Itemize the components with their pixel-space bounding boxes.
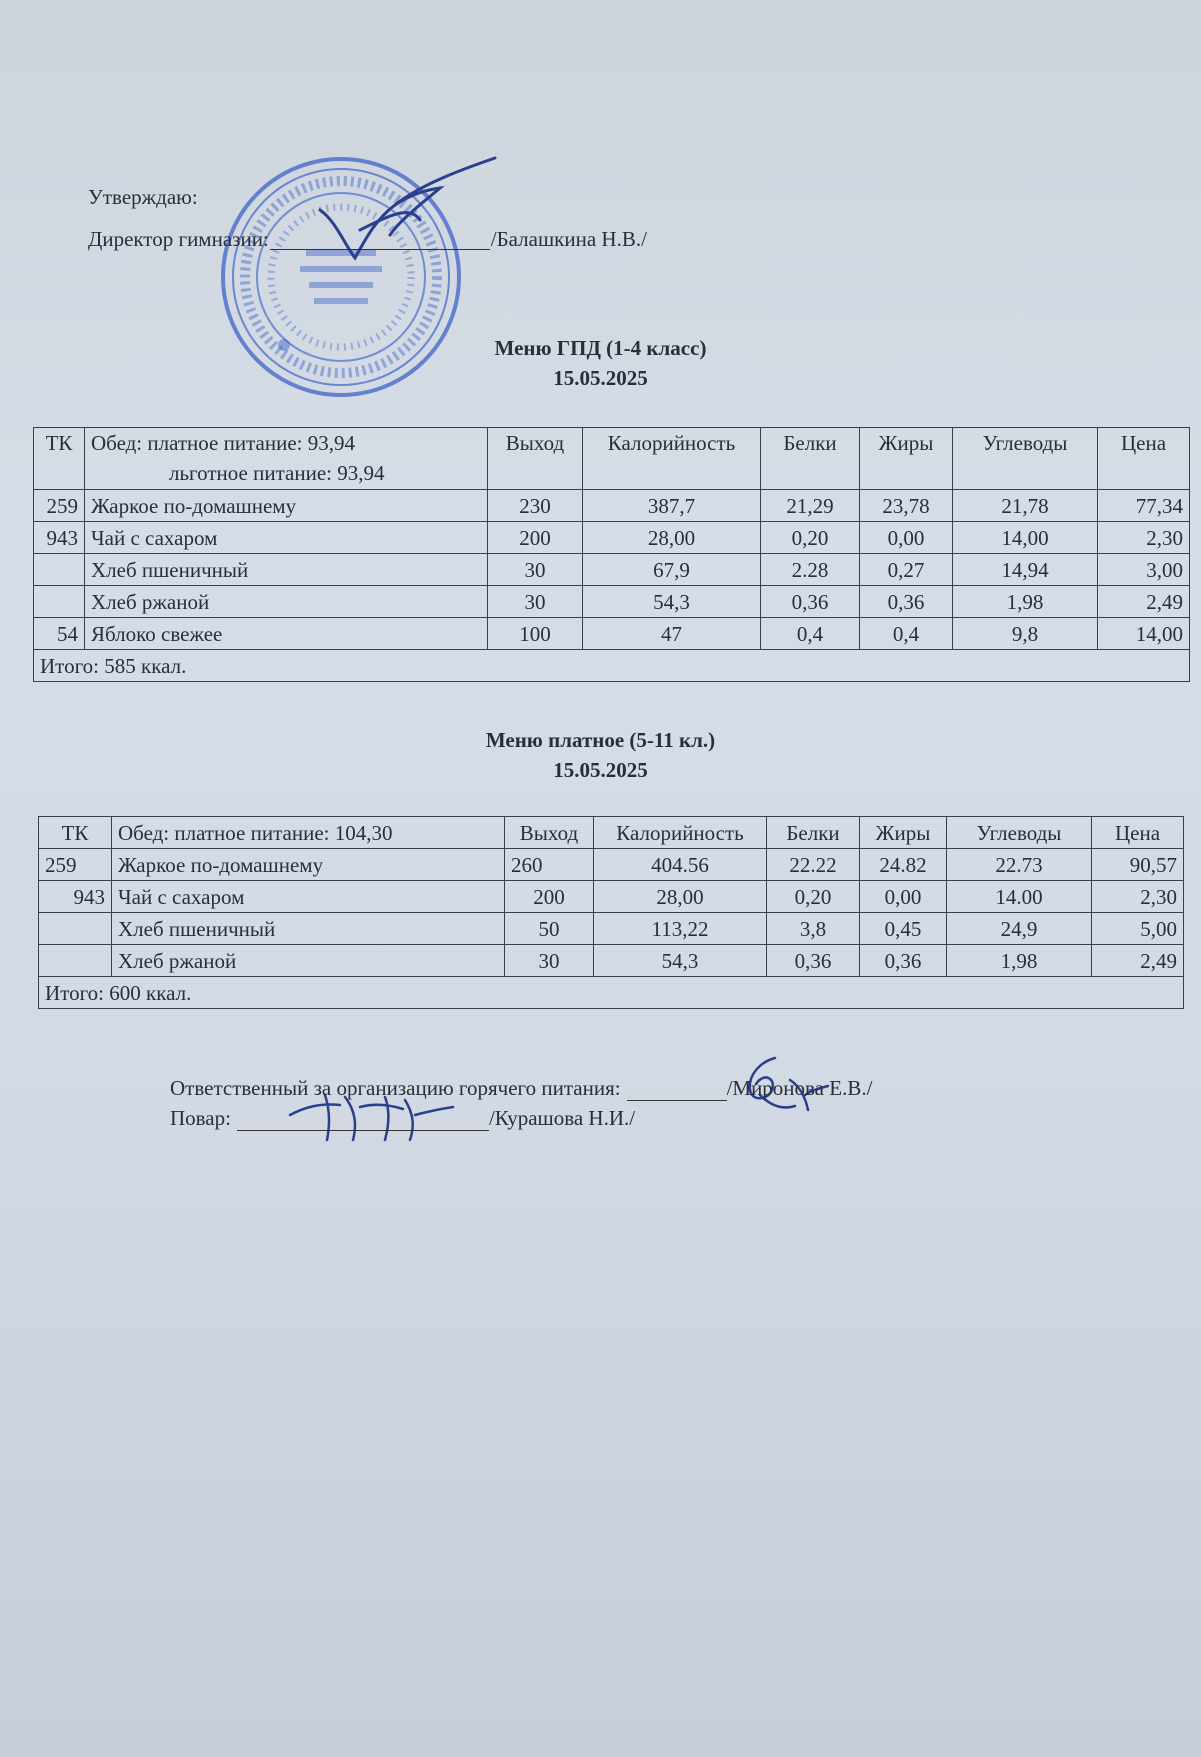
- cell-proteins: 0,20: [767, 881, 860, 913]
- table-row: [39, 881, 1184, 913]
- table-row: [34, 586, 1190, 618]
- header-price: Цена: [1098, 428, 1190, 490]
- header-tk: ТК: [39, 817, 112, 849]
- cell-tk: 259: [34, 490, 85, 522]
- director-signature-line: [270, 229, 490, 250]
- cell-dish: Хлеб ржаной: [85, 586, 488, 618]
- header-tk: ТК: [34, 428, 85, 490]
- cell-calories: 404.56: [594, 849, 767, 881]
- header-carbs: Углеводы: [953, 428, 1098, 490]
- responsible-name: /Миронова Е.В./: [726, 1076, 873, 1100]
- cell-carbs: 14.00: [947, 881, 1092, 913]
- cell-proteins: 22.22: [767, 849, 860, 881]
- cook-signature-line: [237, 1110, 489, 1131]
- cell-dish: Чай с сахаром: [85, 522, 488, 554]
- cell-tk: [34, 554, 85, 586]
- menu2-total: Итого: 600 ккал.: [39, 977, 1184, 1009]
- cell-carbs: 24,9: [947, 913, 1092, 945]
- cell-price: 2,30: [1098, 522, 1190, 554]
- cell-tk: [39, 945, 112, 977]
- cell-carbs: 21,78: [953, 490, 1098, 522]
- cell-output: 200: [505, 881, 594, 913]
- cell-price: 77,34: [1098, 490, 1190, 522]
- table-row: [39, 945, 1184, 977]
- cell-fats: 0,00: [860, 522, 953, 554]
- cell-output: 30: [488, 586, 583, 618]
- cell-output: 30: [505, 945, 594, 977]
- director-name: /Балашкина Н.В./: [490, 227, 647, 251]
- cell-tk: [39, 913, 112, 945]
- header-fats: Жиры: [860, 817, 947, 849]
- header-dish-line1: Обед: платное питание: 93,94: [91, 431, 355, 455]
- cell-proteins: 0,4: [761, 618, 860, 650]
- cell-dish: Хлеб пшеничный: [112, 913, 505, 945]
- cell-fats: 0,36: [860, 945, 947, 977]
- responsible-label: Ответственный за организацию горячего питания:: [170, 1076, 621, 1100]
- menu2-date: 15.05.2025: [553, 758, 648, 782]
- cell-fats: 0,4: [860, 618, 953, 650]
- header-proteins: Белки: [767, 817, 860, 849]
- menu1-header-row: [34, 428, 1190, 490]
- menu1-date: 15.05.2025: [553, 366, 648, 390]
- cell-calories: 54,3: [594, 945, 767, 977]
- cell-dish: Хлеб ржаной: [112, 945, 505, 977]
- header-carbs: Углеводы: [947, 817, 1092, 849]
- cell-calories: 47: [583, 618, 761, 650]
- cell-fats: 23,78: [860, 490, 953, 522]
- table-row: [34, 490, 1190, 522]
- cell-proteins: 2.28: [761, 554, 860, 586]
- cell-carbs: 1,98: [953, 586, 1098, 618]
- header-calories: Калорийность: [583, 428, 761, 490]
- cell-price: 90,57: [1092, 849, 1184, 881]
- cook-label: Повар:: [170, 1106, 231, 1130]
- header-dish: [85, 428, 488, 490]
- total-row: [34, 650, 1190, 682]
- cell-dish: Чай с сахаром: [112, 881, 505, 913]
- menu1-title: Меню ГПД (1-4 класс): [494, 336, 707, 360]
- responsible-line: [170, 1075, 872, 1101]
- approve-label: Утверждаю:: [88, 185, 198, 209]
- cell-calories: 387,7: [583, 490, 761, 522]
- table-row: [39, 913, 1184, 945]
- table-row: [34, 554, 1190, 586]
- cell-carbs: 1,98: [947, 945, 1092, 977]
- cell-output: 30: [488, 554, 583, 586]
- cell-dish: Жаркое по-домашнему: [85, 490, 488, 522]
- cell-proteins: 0,36: [761, 586, 860, 618]
- cell-carbs: 22.73: [947, 849, 1092, 881]
- header-proteins: Белки: [761, 428, 860, 490]
- header-price: Цена: [1092, 817, 1184, 849]
- cell-calories: 67,9: [583, 554, 761, 586]
- table-row: [34, 522, 1190, 554]
- cell-tk: 54: [34, 618, 85, 650]
- header-fats: Жиры: [860, 428, 953, 490]
- cell-dish: Хлеб пшеничный: [85, 554, 488, 586]
- cell-calories: 113,22: [594, 913, 767, 945]
- header-dish-line2: льготное питание: 93,94: [169, 461, 385, 485]
- menu2-table: [38, 816, 1184, 1009]
- table-row: [39, 849, 1184, 881]
- cell-tk: [34, 586, 85, 618]
- approval-block: [88, 186, 647, 250]
- cell-proteins: 0,20: [761, 522, 860, 554]
- cell-calories: 54,3: [583, 586, 761, 618]
- menu1-total: Итого: 585 ккал.: [34, 650, 1190, 682]
- director-label: Директор гимназии:: [88, 227, 269, 251]
- menu2-title: Меню платное (5-11 кл.): [485, 728, 716, 752]
- cell-dish: Жаркое по-домашнему: [112, 849, 505, 881]
- header-output: Выход: [505, 817, 594, 849]
- cell-output: 260: [505, 849, 594, 881]
- cell-proteins: 0,36: [767, 945, 860, 977]
- cell-calories: 28,00: [594, 881, 767, 913]
- menu1-table: [33, 427, 1190, 682]
- total-row: [39, 977, 1184, 1009]
- cell-tk: 943: [34, 522, 85, 554]
- cell-fats: 0,00: [860, 881, 947, 913]
- cell-fats: 0,45: [860, 913, 947, 945]
- menu2-header-row: [39, 817, 1184, 849]
- cell-proteins: 21,29: [761, 490, 860, 522]
- cell-output: 50: [505, 913, 594, 945]
- cell-output: 100: [488, 618, 583, 650]
- cell-dish: Яблоко свежее: [85, 618, 488, 650]
- cell-price: 2,49: [1098, 586, 1190, 618]
- director-line: [88, 228, 647, 250]
- cell-output: 200: [488, 522, 583, 554]
- responsible-signature-line: [627, 1080, 727, 1101]
- header-calories: Калорийность: [594, 817, 767, 849]
- cell-price: 2,49: [1092, 945, 1184, 977]
- cell-carbs: 14,00: [953, 522, 1098, 554]
- cell-fats: 0,36: [860, 586, 953, 618]
- cook-name: /Курашова Н.И./: [488, 1106, 636, 1130]
- cell-proteins: 3,8: [767, 913, 860, 945]
- header-output: Выход: [488, 428, 583, 490]
- cell-output: 230: [488, 490, 583, 522]
- cell-price: 2,30: [1092, 881, 1184, 913]
- cell-carbs: 14,94: [953, 554, 1098, 586]
- cell-price: 3,00: [1098, 554, 1190, 586]
- cell-tk: 943: [39, 881, 112, 913]
- cell-carbs: 9,8: [953, 618, 1098, 650]
- cook-line: [170, 1105, 635, 1131]
- cell-calories: 28,00: [583, 522, 761, 554]
- header-dish: Обед: платное питание: 104,30: [112, 817, 505, 849]
- cell-fats: 24.82: [860, 849, 947, 881]
- cell-price: 5,00: [1092, 913, 1184, 945]
- table-row: [34, 618, 1190, 650]
- cell-tk: 259: [39, 849, 112, 881]
- cell-price: 14,00: [1098, 618, 1190, 650]
- cell-fats: 0,27: [860, 554, 953, 586]
